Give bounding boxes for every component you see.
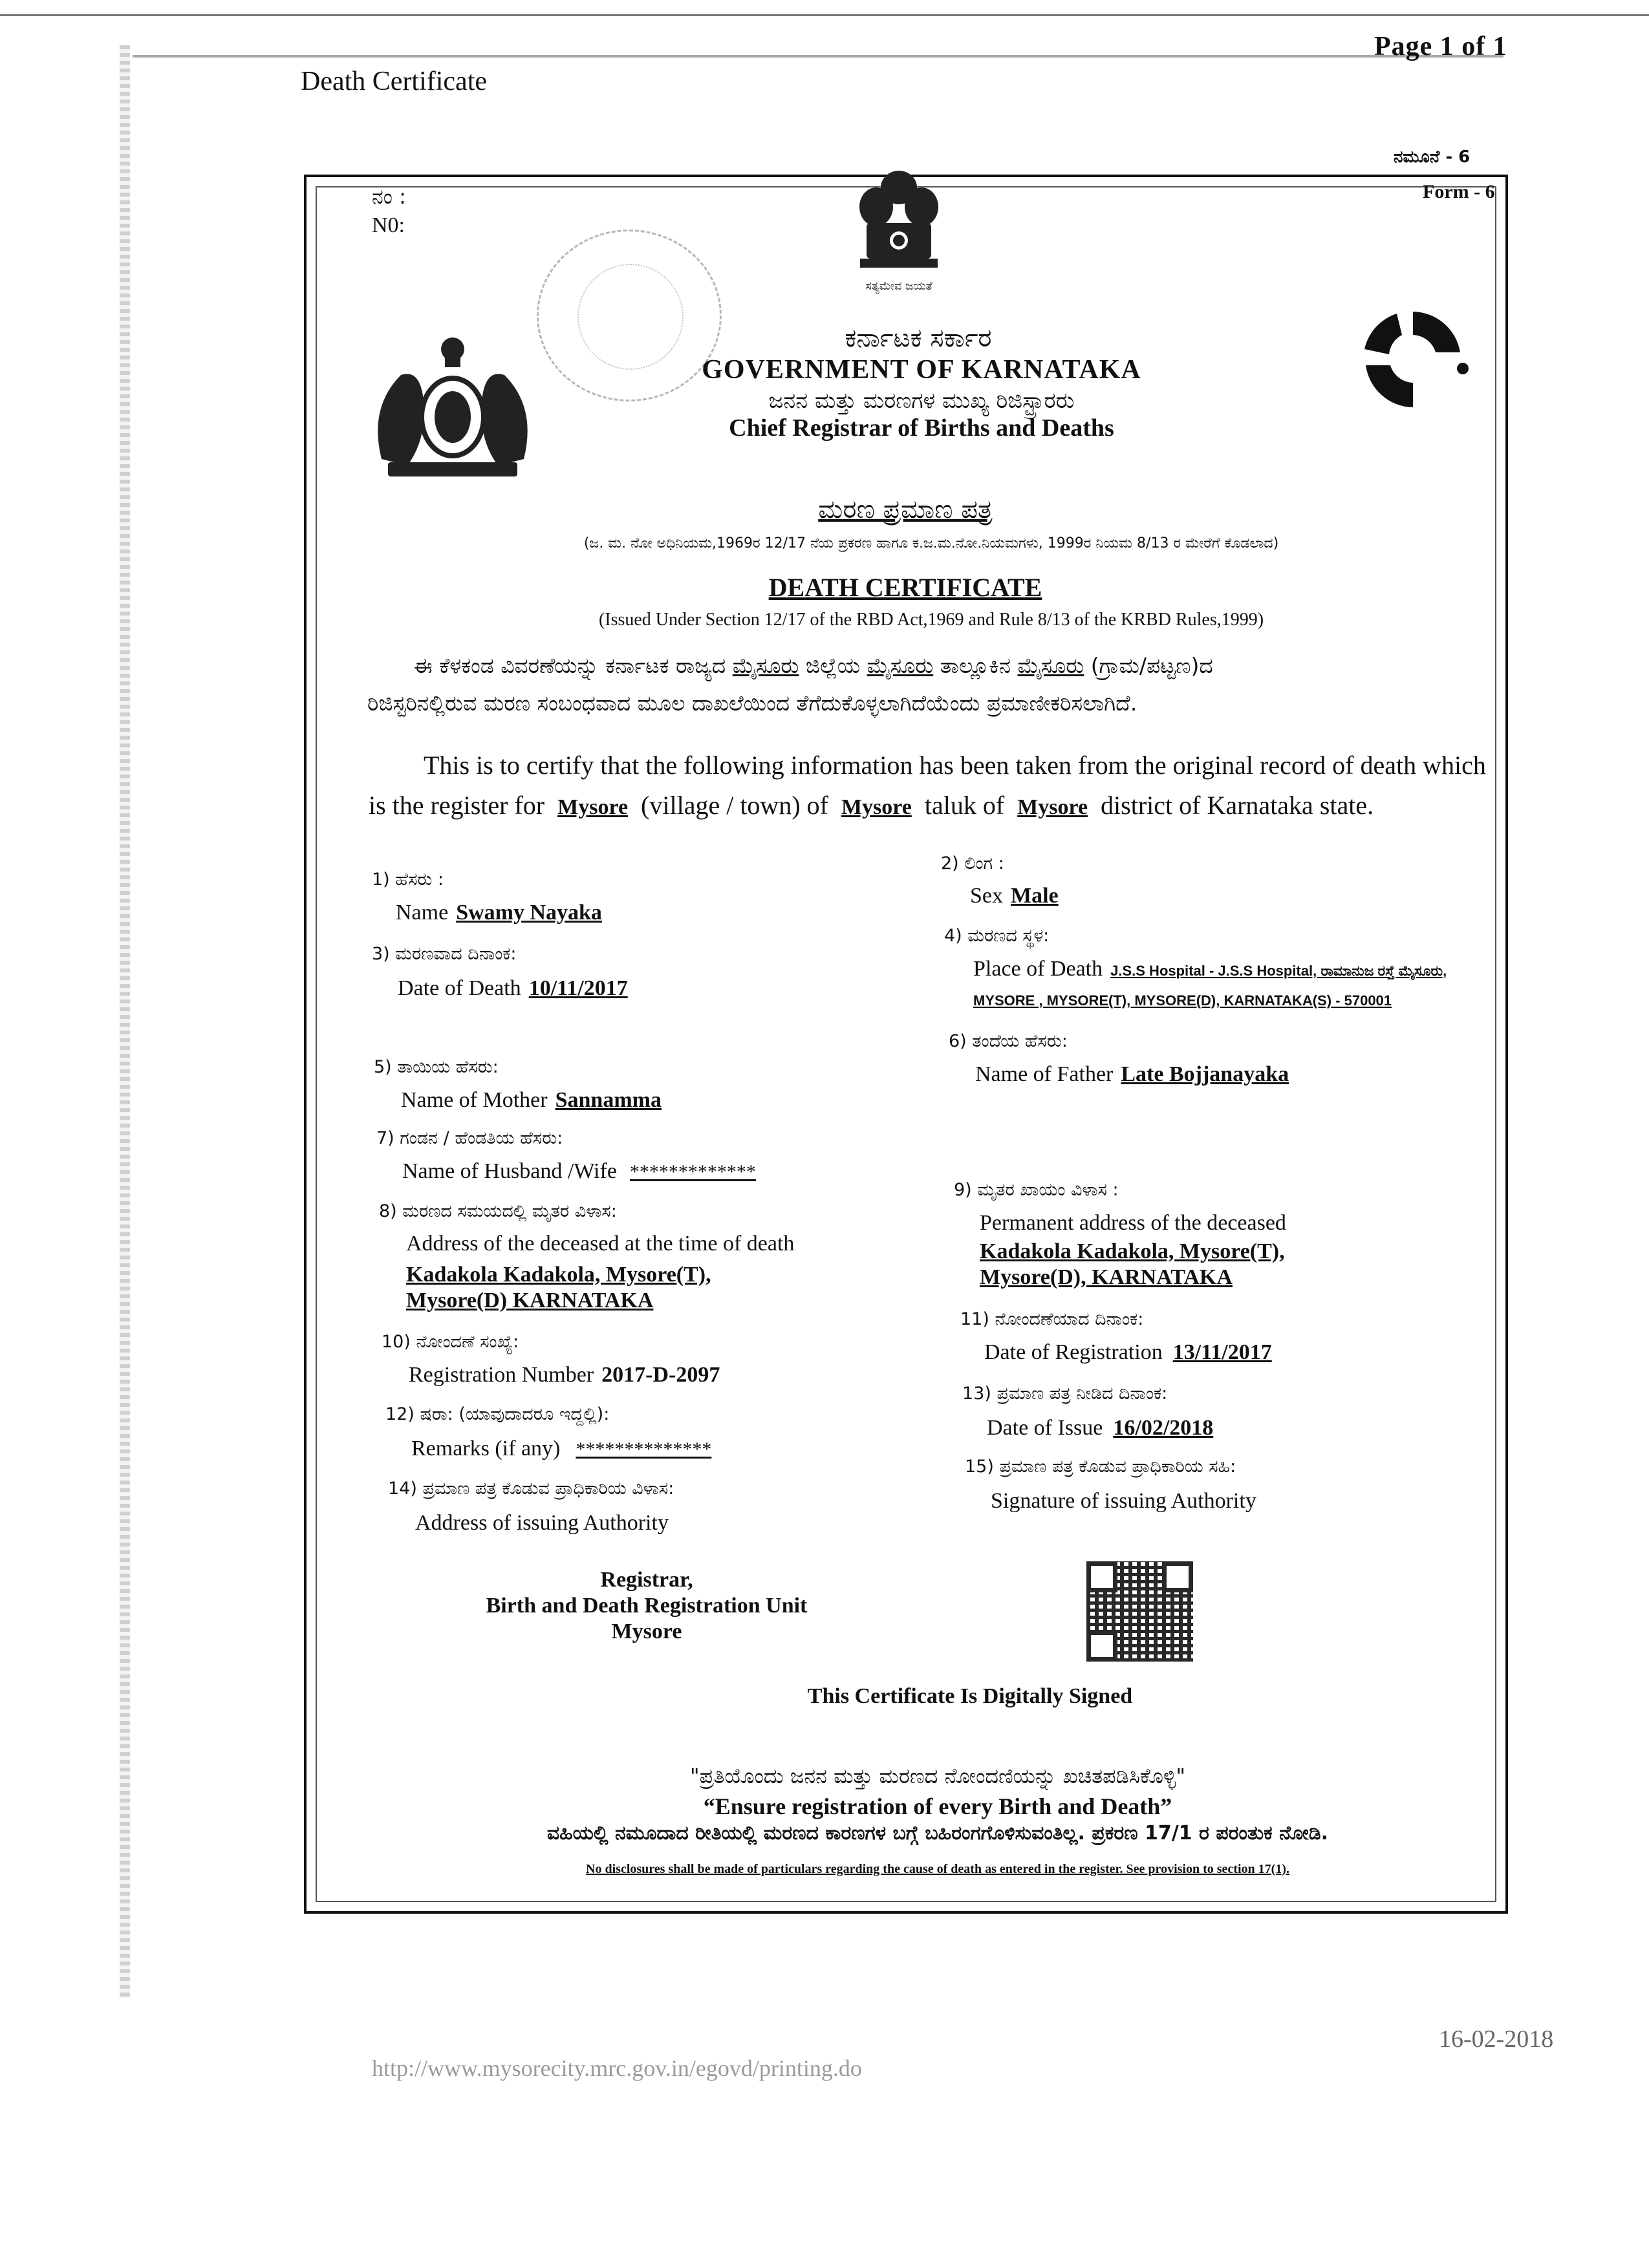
scan-page-top-edge [133,55,1503,58]
doc-label: Death Certificate [301,67,488,96]
chief-registrar-kn: ಜನನ ಮತ್ತು ಮರಣಗಳ ಮುಖ್ಯ ರಿಜಿಸ್ಟ್ರಾರರು [768,388,1075,414]
digitally-signed-note: This Certificate Is Digitally Signed [807,1684,1133,1708]
note-kn: ವಹಿಯಲ್ಲಿ ನಮೂದಾದ ರೀತಿಯಲ್ಲಿ ಮರಣದ ಕಾರಣಗಳ ಬಗ್ಗೆ ಬಹಿರಂಗಗೊಳಿಸುವಂತಿಲ್ಲ. ಪ್ರಕರಣ 17/1 ರ ಪರಂತುಕ ನೋಡಿ. [546,1822,1329,1845]
mother-row: Name of Mother Sannamma [401,1088,662,1112]
issuedate-label-kn: 13) ಪ್ರಮಾಣ ಪತ್ರ ನೀಡಿದ ದಿನಾಂಕ: [962,1384,1168,1404]
registrar-line-1: Registrar, [600,1568,693,1592]
qr-code [1086,1561,1193,1662]
sex-label-kn: 2) ಲಿಂಗ : [941,853,1004,873]
pod-value-2: MYSORE , MYSORE(T), MYSORE(D), KARNATAKA(S) - 570001 [973,992,1392,1009]
registrar-line-3: Mysore [611,1620,682,1643]
national-emblem-icon [841,162,957,297]
spouse-row: Name of Husband /Wife ************* [402,1159,756,1183]
cert-title-kn: ಮರಣ ಪ್ರಮಾಣ ಪತ್ರ [818,495,993,524]
mother-value: Sannamma [555,1088,662,1112]
issuedate-row: Date of Issue 16/02/2018 [987,1416,1214,1440]
remarks-label-kn: 12) ಷರಾ: (ಯಾವುದಾದರೂ ಇದ್ದಲ್ಲಿ): [385,1404,610,1424]
dod-value: 10/11/2017 [528,976,628,1000]
regdate-value: 13/11/2017 [1172,1340,1272,1364]
scan-page-edge [120,45,130,1998]
father-row: Name of Father Late Bojjanayaka [975,1062,1289,1086]
regno-label-kn: 10) ನೋಂದಣೆ ಸಂಖ್ಯೆ: [382,1332,519,1352]
form-label-kn: ನಮೂನೆ - 6 [1394,147,1471,167]
paddr-value-1: Kadakola Kadakola, Mysore(T), [980,1239,1285,1263]
print-url: http://www.mysorecity.mrc.gov.in/egovd/printing.do [372,2055,862,2081]
paddr-label-kn: 9) ಮೃತರ ಖಾಯಂ ವಿಳಾಸ : [954,1180,1119,1200]
dod-label-kn: 3) ಮರಣವಾದ ದಿನಾಂಕ: [372,944,517,964]
sex-value: Male [1011,884,1059,908]
top-rule [0,14,1649,16]
father-value: Late Bojjanayaka [1121,1062,1289,1086]
gov-title-en: GOVERNMENT OF KARNATAKA [702,355,1141,385]
name-label-kn: 1) ಹೆಸರು : [372,870,444,890]
authsign-label-en: Signature of issuing Authority [991,1489,1256,1513]
cert-title-en: DEATH CERTIFICATE [768,573,1042,602]
authaddr-label-en: Address of issuing Authority [415,1511,669,1535]
regdate-row: Date of Registration 13/11/2017 [984,1340,1272,1364]
karnataka-emblem-icon [362,330,543,485]
spouse-label-kn: 7) ಗಂಡನ / ಹೆಂಡತಿಯ ಹೆಸರು: [376,1128,563,1148]
no-label-kn: ನಂ : [372,184,406,209]
pod-label-kn: 4) ಮರಣದ ಸ್ಥಳ: [944,926,1050,946]
regno-row: Registration Number 2017-D-2097 [409,1363,720,1387]
en-cert-line-2: is the register for Mysore (village / town) of Mysore taluk of Mysore district of Karnataka state. [369,791,1374,820]
name-value: Swamy Nayaka [456,901,602,925]
authaddr-label-kn: 14) ಪ್ರಮಾಣ ಪತ್ರ ಕೊಡುವ ಪ್ರಾಧಿಕಾರಿಯ ವಿಳಾಸ: [388,1479,674,1499]
kn-cert-line-2: ರಿಜಿಸ್ಟರಿನಲ್ಲಿರುವ ಮರಣ ಸಂಬಂಧವಾದ ಮೂಲ ದಾಖಲೆಯಿಂದ ತೆಗೆದುಕೊಳ್ಳಲಾಗಿದೆಯೆಂದು ಪ್ರಮಾಣೀಕರಿಸಲಾಗಿದೆ. [367,690,1137,716]
pod-value-1: J.S.S Hospital - J.S.S Hospital, ರಾಮಾನುಜ ರಸ್ತೆ ಮೈಸೂರು, [1110,963,1447,979]
kn-cert-line-1: ಈ ಕೆಳಕಂಡ ವಿವರಣೆಯನ್ನು ಕರ್ನಾಟಕ ರಾಜ್ಯದ ಮೈಸೂರು ಜಿಲ್ಲೆಯ ಮೈಸೂರು ತಾಲ್ಲೂಕಿನ ಮೈಸೂರು (ಗ್ರಾಮ/ಪಟ್ಟಣ)ದ [414,653,1213,678]
issuedate-value: 16/02/2018 [1113,1416,1214,1440]
dod-row: Date of Death 10/11/2017 [398,976,628,1000]
remarks-row: Remarks (if any) ************** [411,1437,712,1460]
regdate-label-kn: 11) ನೋಂದಣೆಯಾದ ದಿನಾಂಕ: [960,1309,1144,1329]
father-label-kn: 6) ತಂದೆಯ ಹೆಸರು: [949,1031,1068,1051]
addr-value-2: Mysore(D) KARNATAKA [406,1289,654,1312]
slogan-kn: "ಪ್ರತಿಯೊಂದು ಜನನ ಮತ್ತು ಮರಣದ ನೋಂದಣಿಯನ್ನು ಖಚಿತಪಡಿಸಿಕೊಳ್ಳಿ" [689,1764,1186,1788]
addr-value-1: Kadakola Kadakola, Mysore(T), [406,1263,711,1287]
en-cert-line-1: This is to certify that the following information has been taken from the original record of death which [424,751,1486,780]
paddr-value-2: Mysore(D), KARNATAKA [980,1265,1233,1289]
pod-row: Place of Death J.S.S Hospital - J.S.S Hospital, ರಾಮಾನುಜ ರಸ್ತೆ ಮೈಸೂರು, [973,957,1447,981]
no-label-en: N0: [372,213,405,237]
mother-label-kn: 5) ತಾಯಿಯ ಹೆಸರು: [374,1057,499,1077]
authsign-label-kn: 15) ಪ್ರಮಾಣ ಪತ್ರ ಕೊಡುವ ಪ್ರಾಧಿಕಾರಿಯ ಸಹಿ: [965,1457,1236,1477]
addr-label-kn: 8) ಮರಣದ ಸಮಯದಲ್ಲಿ ಮೃತರ ವಿಳಾಸ: [379,1201,617,1221]
remarks-value: ************** [576,1439,712,1460]
paddr-label-en: Permanent address of the deceased [980,1211,1286,1235]
form-label-en: Form - 6 [1423,181,1495,202]
print-date: 16-02-2018 [1439,2026,1554,2053]
gov-title-kn: ಕರ್ನಾಟಕ ಸರ್ಕಾರ [845,323,992,353]
name-row: Name Swamy Nayaka [396,901,602,925]
registrar-line-2: Birth and Death Registration Unit [486,1594,808,1618]
page-of: Page 1 of 1 [1374,32,1507,61]
cert-subtitle-en: (Issued Under Section 12/17 of the RBD Act,1969 and Rule 8/13 of the KRBD Rules,1999) [598,610,1264,630]
addr-label-en: Address of the deceased at the time of death [406,1232,795,1256]
regno-value: 2017-D-2097 [601,1363,720,1387]
chief-registrar-en: Chief Registrar of Births and Deaths [729,414,1114,442]
logo-icon [1352,304,1474,414]
cert-subtitle-kn: (ಜ. ಮ. ನೋ ಅಧಿನಿಯಮ,1969ರ 12/17 ನೆಯ ಪ್ರಕರಣ ಹಾಗೂ ಕ.ಜ.ಮ.ನೋ.ನಿಯಮಗಳು, 1999ರ ನಿಯಮ 8/13 ರ ಮೇರೆಗೆ ಕೊಡಲಾದ) [583,535,1279,551]
spouse-value: ************* [629,1161,756,1182]
sex-row: Sex Male [970,884,1059,908]
note-en: No disclosures shall be made of particulars regarding the cause of death as entered in the register. See provision to section 17(1). [586,1862,1289,1876]
slogan-en: “Ensure registration of every Birth and Death” [703,1793,1172,1819]
svg-text:ಸತ್ಯಮೇವ ಜಯತೆ: ಸತ್ಯಮೇವ ಜಯತೆ [865,279,932,293]
